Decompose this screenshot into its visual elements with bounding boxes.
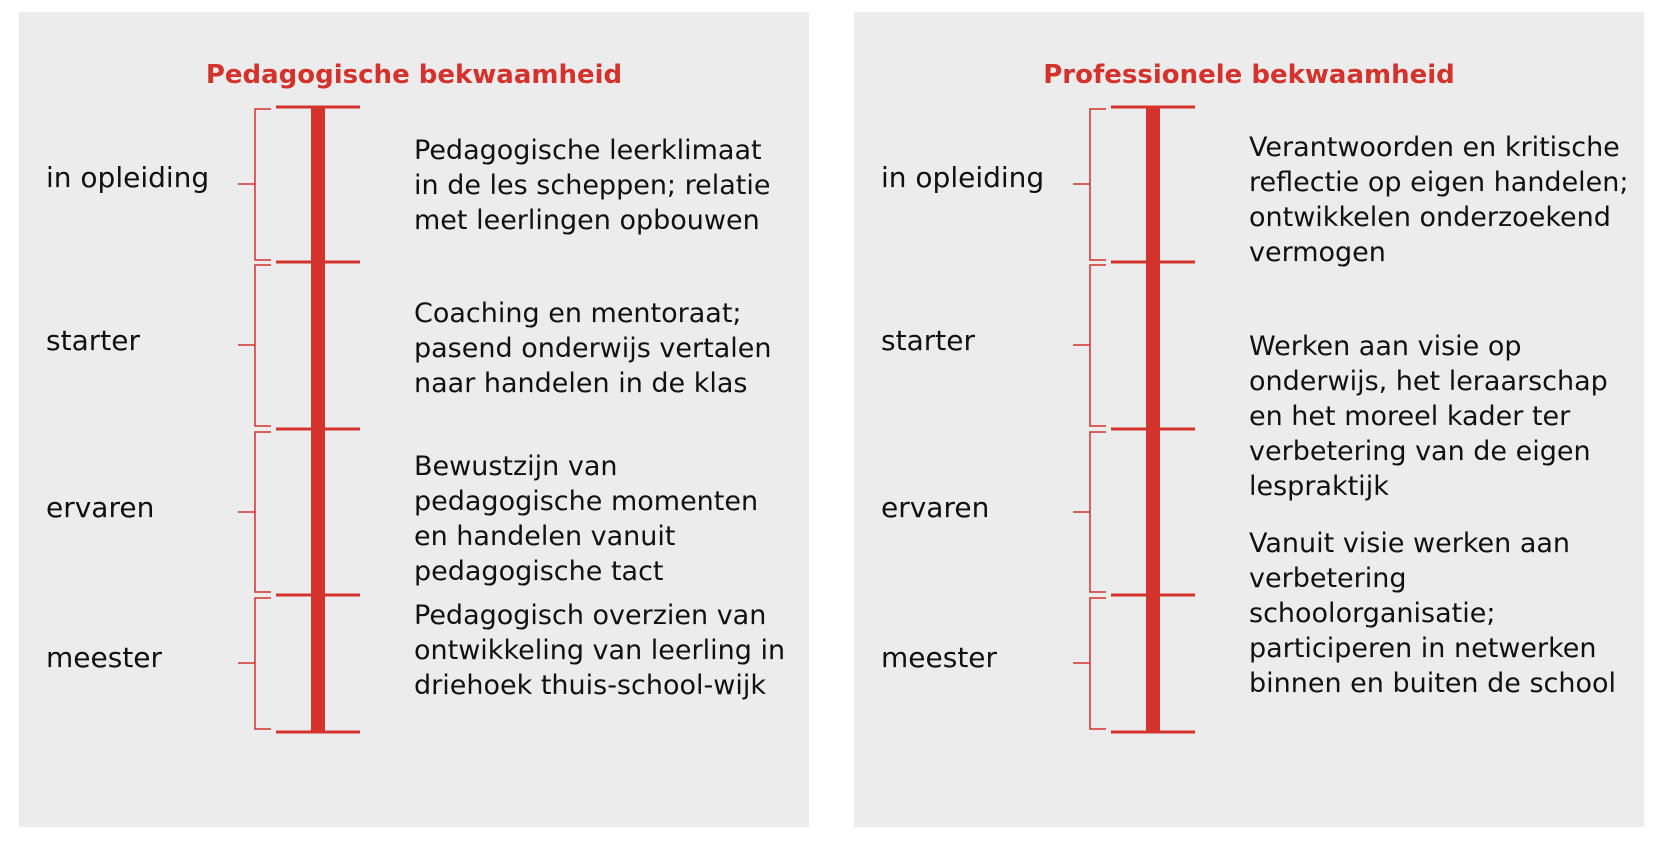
level-bracket (238, 598, 271, 729)
level-bracket (238, 432, 271, 592)
level-label-starter: starter (881, 324, 975, 357)
description-meester: Pedagogisch overzien van ontwikkeling van leerling in driehoek thuis-school-wijk (414, 600, 786, 701)
level-bracket (1073, 432, 1106, 592)
panel-title: Professionele bekwaamheid (1043, 60, 1455, 90)
level-bracket (238, 109, 271, 260)
level-label-starter: starter (46, 324, 140, 357)
description-in-opleiding: Pedagogische leerklimaat in de les scheppen; relatie met leerlingen opbouwen (414, 135, 771, 236)
level-bracket (1073, 265, 1106, 426)
level-bracket (1073, 598, 1106, 729)
level-label-meester: meester (46, 641, 163, 674)
level-bracket (238, 265, 271, 426)
panel-pedagogische-bekwaamheid (19, 12, 809, 827)
description-meester: Vanuit visie werken aan verbetering schoolorganisatie; participeren in netwerken binnen en buiten de school (1249, 528, 1617, 699)
level-label-meester: meester (881, 641, 998, 674)
description-in-opleiding: Verantwoorden en kritische reflectie op eigen handelen; ontwikkelen onderzoekend vermogen (1249, 132, 1629, 268)
description-ervaren: Bewustzijn van pedagogische momenten en handelen vanuit pedagogische tact (414, 451, 759, 587)
level-label-ervaren: ervaren (881, 491, 990, 524)
scale-bar (311, 107, 325, 732)
description-starter: Coaching en mentoraat; pasend onderwijs vertalen naar handelen in de klas (414, 298, 772, 399)
scale-bar (1146, 107, 1160, 732)
level-label-in-opleiding: in opleiding (46, 161, 210, 194)
level-bracket (1073, 109, 1106, 260)
panel-title: Pedagogische bekwaamheid (205, 60, 623, 90)
level-label-ervaren: ervaren (46, 491, 155, 524)
description-starter-ervaren: Werken aan visie op onderwijs, het leraarschap en het moreel kader ter verbetering van de eigen lespraktijk (1249, 331, 1608, 502)
panel-professionele-bekwaamheid (854, 12, 1644, 827)
level-label-in-opleiding: in opleiding (881, 161, 1045, 194)
